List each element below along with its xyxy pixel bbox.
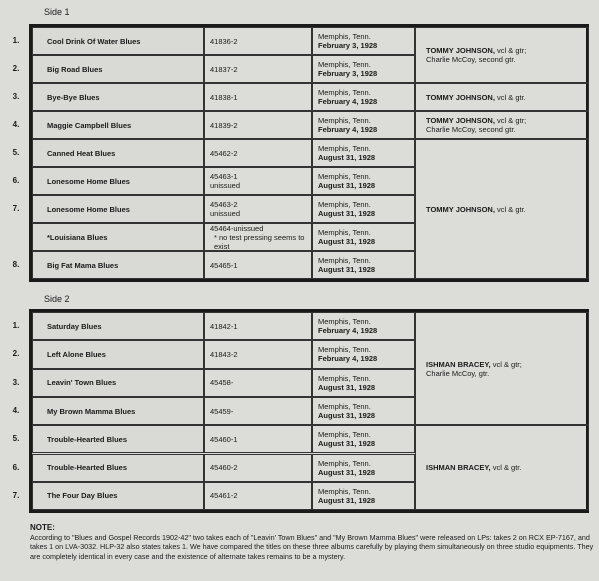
matrix-value: 45460-1 bbox=[210, 434, 238, 444]
matrix-number bbox=[204, 195, 312, 223]
artist-line bbox=[426, 205, 588, 214]
recording-date: August 31, 1928 bbox=[318, 382, 376, 392]
note-section bbox=[30, 523, 595, 561]
side2-table bbox=[29, 309, 589, 513]
track-title: The Four Day Blues bbox=[32, 482, 204, 510]
matrix-number bbox=[204, 425, 312, 453]
track-title: Lonesome Home Blues bbox=[32, 195, 204, 223]
artist-line bbox=[426, 116, 588, 125]
artist-line bbox=[426, 463, 588, 472]
track-title: Maggie Campbell Blues bbox=[32, 111, 204, 139]
track-number: 6. bbox=[12, 462, 20, 472]
recording-location bbox=[312, 340, 415, 368]
matrix-number bbox=[204, 27, 312, 55]
matrix-value: 45464-unissued bbox=[210, 223, 264, 233]
track-title: Trouble-Hearted Blues bbox=[32, 454, 204, 482]
recording-place: Memphis, Tenn. bbox=[318, 317, 371, 327]
artist-role: vcl & gtr. bbox=[497, 204, 526, 214]
track-title: Big Fat Mama Blues bbox=[32, 251, 204, 279]
artist-credit bbox=[415, 83, 589, 111]
track-number: 6. bbox=[12, 176, 20, 185]
recording-place: Memphis, Tenn. bbox=[318, 486, 371, 496]
track-number: 4. bbox=[12, 120, 20, 129]
recording-place: Memphis, Tenn. bbox=[318, 116, 371, 125]
recording-location bbox=[312, 251, 415, 279]
recording-date: February 3, 1928 bbox=[318, 41, 378, 50]
track-number: 3. bbox=[12, 92, 20, 101]
matrix-number bbox=[204, 139, 312, 167]
track-number: 1. bbox=[12, 321, 20, 331]
matrix-value: 45458- bbox=[210, 378, 234, 388]
track-title: *Louisiana Blues bbox=[32, 223, 204, 251]
recording-place: Memphis, Tenn. bbox=[318, 345, 371, 355]
recording-place: Memphis, Tenn. bbox=[318, 256, 371, 265]
matrix-number bbox=[204, 111, 312, 139]
artist-role: vcl & gtr; bbox=[492, 359, 522, 369]
recording-location bbox=[312, 111, 415, 139]
track-number: 8. bbox=[12, 260, 20, 269]
recording-date: August 31, 1928 bbox=[318, 209, 376, 218]
recording-location bbox=[312, 55, 415, 83]
matrix-value: 45460-2 bbox=[210, 463, 238, 473]
track-title: Left Alone Blues bbox=[32, 340, 204, 368]
matrix-value: 45463-1 bbox=[210, 172, 238, 181]
track-number: 3. bbox=[12, 377, 20, 387]
recording-place: Memphis, Tenn. bbox=[318, 200, 371, 209]
recording-date: February 3, 1928 bbox=[318, 69, 378, 78]
matrix-note: unissued bbox=[210, 181, 241, 190]
matrix-number bbox=[204, 83, 312, 111]
matrix-number bbox=[204, 369, 312, 397]
track-number: 7. bbox=[12, 490, 20, 500]
artist-credit bbox=[415, 111, 589, 139]
recording-date: February 4, 1928 bbox=[318, 354, 378, 364]
track-title: Bye-Bye Blues bbox=[32, 83, 204, 111]
recording-date: August 31, 1928 bbox=[318, 181, 376, 190]
recording-location bbox=[312, 312, 415, 340]
recording-location bbox=[312, 425, 415, 453]
track-title: Trouble-Hearted Blues bbox=[32, 425, 204, 453]
track-title: Cool Drink Of Water Blues bbox=[32, 27, 204, 55]
artist-role: vcl & gtr; bbox=[497, 46, 527, 55]
artist-line bbox=[426, 46, 588, 55]
recording-location bbox=[312, 195, 415, 223]
note-title: NOTE: bbox=[30, 523, 55, 532]
recording-place: Memphis, Tenn. bbox=[318, 458, 371, 468]
matrix-number bbox=[204, 55, 312, 83]
artist-line bbox=[426, 93, 588, 102]
matrix-value: 45462-2 bbox=[210, 148, 238, 158]
track-title: Lonesome Home Blues bbox=[32, 167, 204, 195]
artist-role: vcl & gtr. bbox=[492, 463, 522, 473]
recording-place: Memphis, Tenn. bbox=[318, 60, 371, 69]
recording-place: Memphis, Tenn. bbox=[318, 402, 371, 412]
recording-date: August 31, 1928 bbox=[318, 237, 376, 246]
matrix-value: 41838-1 bbox=[210, 92, 238, 102]
track-number: 2. bbox=[12, 349, 20, 359]
recording-location bbox=[312, 83, 415, 111]
matrix-note: * no test pressing seems to exist bbox=[214, 232, 305, 251]
side2-label: Side 2 bbox=[44, 294, 70, 304]
recording-location bbox=[312, 139, 415, 167]
track-title: Big Road Blues bbox=[32, 55, 204, 83]
track-number: 5. bbox=[12, 148, 20, 157]
artist-line bbox=[426, 360, 588, 369]
track-title: Saturday Blues bbox=[32, 312, 204, 340]
note-text: According to "Blues and Gospel Records 1902-42" two takes each of "Leavin' Town Blues" and "My Brown Mamma Blues" were released on LPs: takes 2 on RCX EP-7167, and takes 1 on LVA-3032. HLP-32 also states takes 1. We have compared the titles on these three albums carefully by playing them simultaneously on three studio equipments. They are completely identical in every case and the existence of alternate takes remains to be a mystery. bbox=[30, 532, 594, 561]
matrix-number bbox=[204, 482, 312, 510]
artist-name: TOMMY JOHNSON, bbox=[426, 92, 495, 102]
recording-date: February 4, 1928 bbox=[318, 326, 378, 336]
recording-date: August 31, 1928 bbox=[318, 467, 376, 477]
recording-place: Memphis, Tenn. bbox=[318, 172, 371, 181]
artist-credit bbox=[415, 139, 589, 279]
artist-name: TOMMY JOHNSON, bbox=[426, 46, 495, 55]
recording-location bbox=[312, 454, 415, 482]
matrix-value: 45463-2 bbox=[210, 200, 238, 209]
recording-place: Memphis, Tenn. bbox=[318, 430, 371, 440]
track-number: 2. bbox=[12, 64, 20, 73]
artist-role: vcl & gtr. bbox=[497, 92, 526, 102]
matrix-value: 45459- bbox=[210, 406, 234, 416]
artist-name: ISHMAN BRACEY, bbox=[426, 359, 491, 369]
matrix-value: 45461-2 bbox=[210, 491, 238, 501]
recording-location bbox=[312, 223, 415, 251]
matrix-value: 41842-1 bbox=[210, 321, 238, 331]
matrix-number bbox=[204, 223, 312, 251]
track-title: Leavin' Town Blues bbox=[32, 369, 204, 397]
recording-location bbox=[312, 397, 415, 425]
artist-name: ISHMAN BRACEY, bbox=[426, 463, 491, 473]
matrix-number bbox=[204, 454, 312, 482]
matrix-number bbox=[204, 251, 312, 279]
artist-credit bbox=[415, 27, 589, 83]
matrix-number bbox=[204, 167, 312, 195]
recording-date: February 4, 1928 bbox=[318, 125, 378, 134]
recording-location bbox=[312, 482, 415, 510]
artist-extra: Charlie McCoy, second gtr. bbox=[426, 55, 516, 64]
side1-label: Side 1 bbox=[44, 7, 70, 17]
track-number: 7. bbox=[12, 204, 20, 213]
recording-place: Memphis, Tenn. bbox=[318, 373, 371, 383]
track-title: My Brown Mamma Blues bbox=[32, 397, 204, 425]
recording-place: Memphis, Tenn. bbox=[318, 88, 371, 97]
track-number: 5. bbox=[12, 434, 20, 444]
recording-location bbox=[312, 369, 415, 397]
recording-place: Memphis, Tenn. bbox=[318, 144, 371, 153]
recording-date: February 4, 1928 bbox=[318, 97, 378, 106]
recording-location bbox=[312, 167, 415, 195]
matrix-value: 41836-2 bbox=[210, 36, 238, 46]
artist-name: TOMMY JOHNSON, bbox=[426, 116, 495, 125]
matrix-value: 45465-1 bbox=[210, 260, 238, 270]
artist-credit bbox=[415, 312, 589, 425]
artist-extra: Charlie McCoy, second gtr. bbox=[426, 125, 516, 134]
recording-date: August 31, 1928 bbox=[318, 439, 376, 449]
recording-date: August 31, 1928 bbox=[318, 411, 376, 421]
matrix-value: 41839-2 bbox=[210, 120, 238, 130]
recording-place: Memphis, Tenn. bbox=[318, 228, 371, 237]
matrix-number bbox=[204, 312, 312, 340]
recording-date: August 31, 1928 bbox=[318, 495, 376, 505]
artist-extra: Charlie McCoy, gtr. bbox=[426, 368, 490, 378]
track-number: 1. bbox=[12, 36, 20, 45]
recording-date: August 31, 1928 bbox=[318, 153, 376, 162]
matrix-value: 41843-2 bbox=[210, 349, 238, 359]
matrix-note: unissued bbox=[210, 209, 241, 218]
recording-place: Memphis, Tenn. bbox=[318, 32, 371, 41]
recording-location bbox=[312, 27, 415, 55]
matrix-number bbox=[204, 397, 312, 425]
matrix-value: 41837-2 bbox=[210, 64, 238, 74]
artist-role: vcl & gtr; bbox=[497, 116, 527, 125]
artist-credit bbox=[415, 425, 589, 510]
recording-date: August 31, 1928 bbox=[318, 265, 376, 274]
side1-table bbox=[29, 24, 589, 282]
matrix-number bbox=[204, 340, 312, 368]
track-number: 4. bbox=[12, 406, 20, 416]
track-title: Canned Heat Blues bbox=[32, 139, 204, 167]
artist-name: TOMMY JOHNSON, bbox=[426, 204, 495, 214]
